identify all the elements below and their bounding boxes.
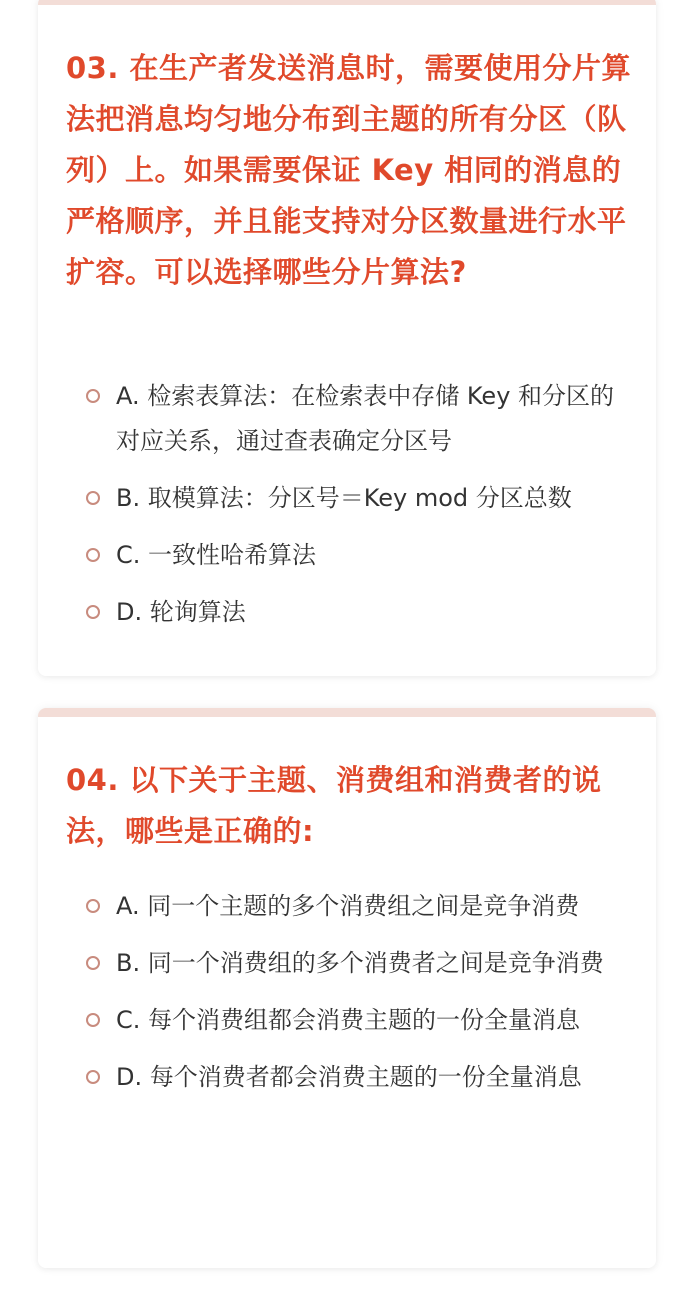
radio-circle-icon	[86, 956, 100, 970]
option-label: A. 同一个主题的多个消费组之间是竞争消费	[116, 892, 580, 920]
radio-circle-icon	[86, 899, 100, 913]
option-label: D. 每个消费者都会消费主题的一份全量消息	[116, 1063, 582, 1091]
question-03-options	[86, 374, 626, 647]
option-04-a[interactable]	[86, 884, 626, 929]
option-04-c[interactable]	[86, 998, 626, 1043]
option-03-b[interactable]	[86, 476, 626, 521]
radio-circle-icon	[86, 548, 100, 562]
question-card-03	[38, 0, 656, 676]
option-label: A. 检索表算法：在检索表中存储 Key 和分区的对应关系，通过查表确定分区号	[116, 382, 615, 455]
question-04-text: 04. 以下关于主题、消费组和消费者的说法，哪些是正确的:	[66, 763, 602, 848]
radio-circle-icon	[86, 389, 100, 403]
option-03-a[interactable]	[86, 374, 626, 464]
option-04-b[interactable]	[86, 941, 626, 986]
radio-circle-icon	[86, 491, 100, 505]
radio-circle-icon	[86, 605, 100, 619]
option-label: B. 同一个消费组的多个消费者之间是竞争消费	[116, 949, 604, 977]
radio-circle-icon	[86, 1013, 100, 1027]
card-accent-bar	[38, 0, 656, 5]
option-label: C. 每个消费组都会消费主题的一份全量消息	[116, 1006, 581, 1034]
option-label: D. 轮询算法	[116, 598, 246, 626]
card-accent-bar	[38, 708, 656, 717]
option-03-c[interactable]	[86, 533, 626, 578]
option-label: B. 取模算法：分区号＝Key mod 分区总数	[116, 484, 572, 512]
option-03-d[interactable]	[86, 590, 626, 635]
question-03-text: 03. 在生产者发送消息时，需要使用分片算法把消息均匀地分布到主题的所有分区（队列）上。如果需要保证 Key 相同的消息的严格顺序，并且能支持对分区数量进行水平扩容。可以选择哪些分片算法?	[66, 51, 631, 289]
question-card-04	[38, 708, 656, 1268]
option-04-d[interactable]	[86, 1055, 626, 1100]
radio-circle-icon	[86, 1070, 100, 1084]
option-label: C. 一致性哈希算法	[116, 541, 317, 569]
question-04-options	[86, 884, 626, 1112]
